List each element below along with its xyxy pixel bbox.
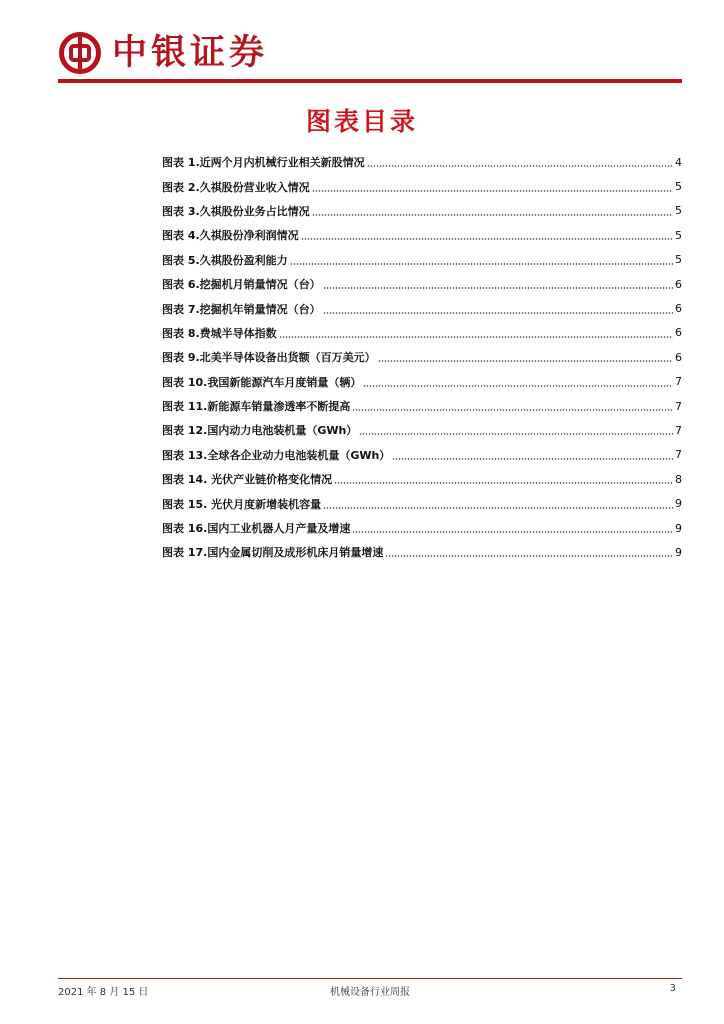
toc-item-leader xyxy=(334,482,673,484)
toc-item-label: 图表 6.挖掘机月销量情况（台） xyxy=(162,278,321,292)
toc-item-page: 7 xyxy=(675,399,682,413)
toc-item[interactable] xyxy=(162,443,682,467)
toc-item-leader xyxy=(392,458,673,460)
toc-item-label: 图表 14. 光伏产业链价格变化情况 xyxy=(162,473,333,487)
toc-item[interactable] xyxy=(162,174,682,198)
footer xyxy=(58,983,682,999)
toc-item-page: 6 xyxy=(675,277,682,291)
toc-item[interactable] xyxy=(162,150,682,174)
toc-item-label: 图表 10.我国新能源汽车月度销量（辆） xyxy=(162,375,362,389)
toc-item-label: 图表 2.久祺股份营业收入情况 xyxy=(162,180,310,194)
toc-item-label: 图表 8.费城半导体指数 xyxy=(162,326,277,340)
toc-item-leader xyxy=(279,336,673,338)
footer-date: 2021 年 8 月 15 日 xyxy=(58,987,149,998)
toc-item-page: 5 xyxy=(675,180,682,194)
toc-item[interactable] xyxy=(162,394,682,418)
toc-item-label: 图表 7.挖掘机年销量情况（台） xyxy=(162,302,321,316)
toc-item-leader xyxy=(323,312,673,314)
toc-item-label: 图表 16.国内工业机器人月产量及增速 xyxy=(162,522,351,536)
toc-item[interactable] xyxy=(162,345,682,369)
toc-item[interactable] xyxy=(162,272,682,296)
toc-item-leader xyxy=(290,263,673,265)
brand-name: 中银证券 xyxy=(112,32,269,73)
toc-item[interactable] xyxy=(162,491,682,515)
toc-item[interactable] xyxy=(162,370,682,394)
toc-title: 图表目录 xyxy=(305,107,418,136)
toc-item[interactable] xyxy=(162,248,682,272)
footer-divider xyxy=(58,978,682,979)
toc-item-label: 图表 4.久祺股份净利润情况 xyxy=(162,229,299,243)
toc-item-leader xyxy=(312,190,673,192)
toc-item-label: 图表 12.国内动力电池装机量（GWh） xyxy=(162,424,358,438)
toc-item-leader xyxy=(359,433,673,435)
header-divider xyxy=(58,79,682,83)
toc-item-page: 9 xyxy=(675,497,682,511)
toc-item-page: 5 xyxy=(675,228,682,242)
bank-of-china-logo-icon xyxy=(58,31,102,75)
toc-item-leader xyxy=(385,555,673,557)
toc-item-page: 4 xyxy=(675,155,682,169)
toc-item-label: 图表 3.久祺股份业务占比情况 xyxy=(162,204,310,218)
toc-item[interactable] xyxy=(162,467,682,491)
toc-item[interactable] xyxy=(162,418,682,442)
toc-item-leader xyxy=(352,531,673,533)
toc-item[interactable] xyxy=(162,199,682,223)
toc-item-leader xyxy=(352,409,673,411)
footer-report-name: 机械设备行业周报 xyxy=(330,987,410,998)
toc-item-leader xyxy=(323,287,673,289)
toc-item-page: 5 xyxy=(675,204,682,218)
toc-item-leader xyxy=(363,385,673,387)
toc-item[interactable] xyxy=(162,223,682,247)
toc-item-label: 图表 13.全球各企业动力电池装机量（GWh） xyxy=(162,448,391,462)
toc-item-leader xyxy=(312,214,673,216)
toc-item-leader xyxy=(378,360,673,362)
toc-item-label: 图表 17.国内金属切削及成形机床月销量增速 xyxy=(162,546,384,560)
toc-item-page: 7 xyxy=(675,448,682,462)
toc-item-page: 9 xyxy=(675,521,682,535)
toc-list xyxy=(162,150,682,565)
footer-page-number: 3 xyxy=(669,983,676,994)
toc-item-leader xyxy=(301,238,673,240)
toc-item-label: 图表 15. 光伏月度新增装机容量 xyxy=(162,497,322,511)
toc-item-label: 图表 11.新能源车销量渗透率不断提高 xyxy=(162,400,351,414)
toc-item[interactable] xyxy=(162,296,682,320)
toc-item-leader xyxy=(367,165,673,167)
toc-item-label: 图表 5.久祺股份盈利能力 xyxy=(162,253,288,267)
toc-item-page: 8 xyxy=(675,472,682,486)
toc-item-leader xyxy=(323,507,673,509)
toc-item[interactable] xyxy=(162,540,682,564)
toc-item-page: 7 xyxy=(675,375,682,389)
toc-item-label: 图表 9.北美半导体设备出货额（百万美元） xyxy=(162,351,376,365)
toc-item[interactable] xyxy=(162,321,682,345)
toc-item-page: 6 xyxy=(675,350,682,364)
toc-item-label: 图表 1.近两个月内机械行业相关新股情况 xyxy=(162,156,365,170)
toc-item-page: 6 xyxy=(675,302,682,316)
header xyxy=(58,28,268,78)
toc-item-page: 6 xyxy=(675,326,682,340)
toc-item-page: 7 xyxy=(675,423,682,437)
toc-item-page: 9 xyxy=(675,545,682,559)
toc-item-page: 5 xyxy=(675,253,682,267)
toc-item[interactable] xyxy=(162,516,682,540)
